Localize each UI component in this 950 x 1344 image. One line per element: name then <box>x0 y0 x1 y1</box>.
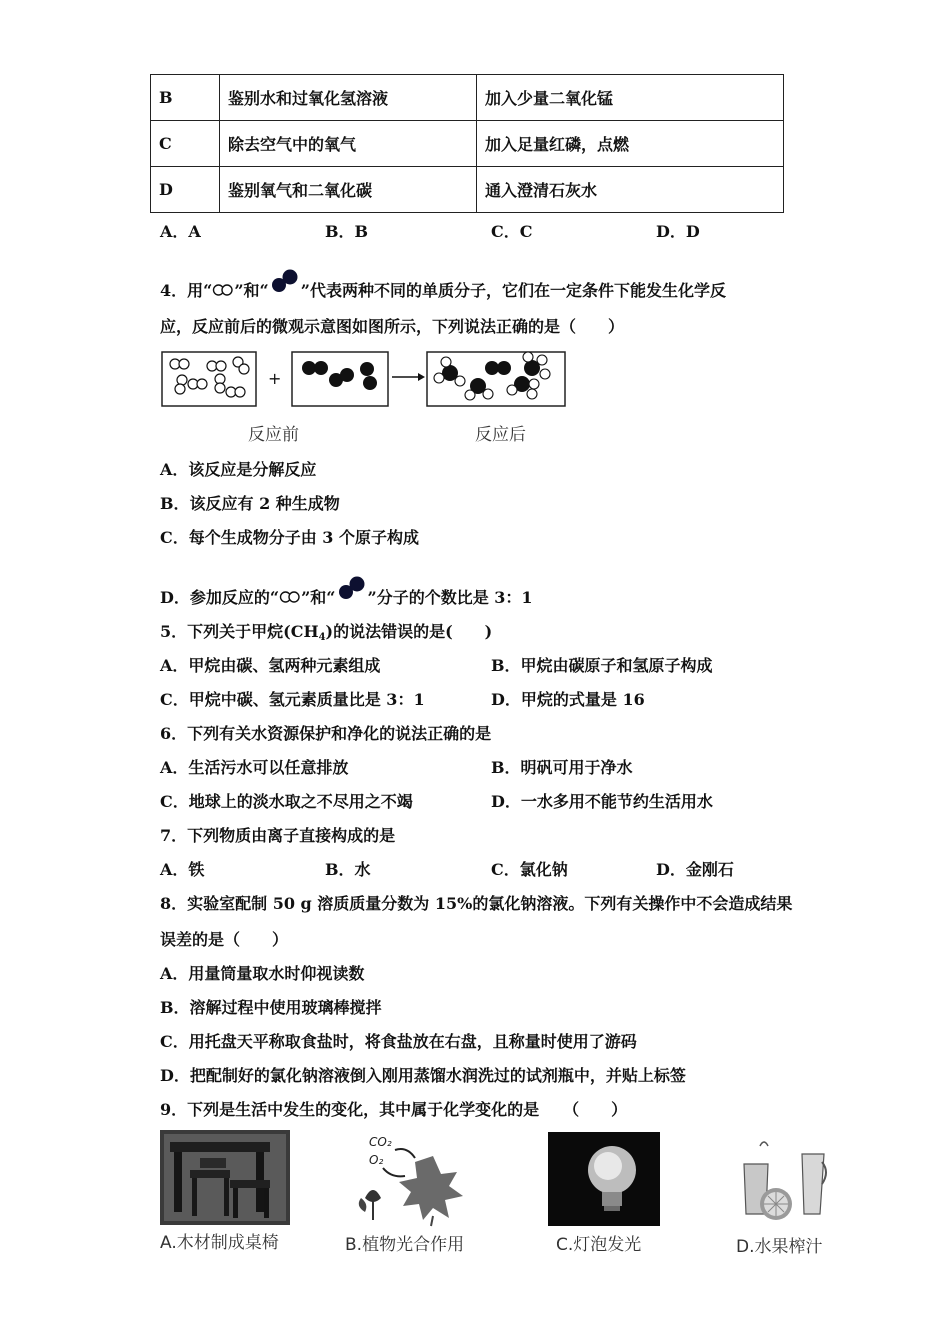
q8-stem-line2: 误差的是（ ） <box>160 930 289 949</box>
plus-sign: + <box>268 369 282 388</box>
q4-stem-line2: 应，反应前后的微观示意图如图所示，下列说法正确的是（ ） <box>160 317 625 336</box>
row-label: B <box>151 75 220 121</box>
q5-option-b: B．甲烷由碳原子和氢原子构成 <box>491 656 713 675</box>
q4-stem-b: ”和“ <box>234 281 269 300</box>
o2-label: O₂ <box>369 1153 384 1167</box>
q4-stem-line1 <box>160 268 726 301</box>
table-row <box>151 121 784 167</box>
black-molecule-icon <box>269 268 301 294</box>
q7-option-b: B．水 <box>325 860 371 879</box>
black-molecule-icon <box>336 575 368 601</box>
q9-caption-d: D.水果榨汁 <box>736 1237 823 1257</box>
row-label: C <box>151 121 220 167</box>
before-box-black <box>292 352 388 406</box>
fruit-juice-image <box>738 1136 830 1224</box>
q5-stem-a: 5．下列关于甲烷(CH <box>160 622 319 641</box>
table-row <box>151 167 784 213</box>
q6-option-d: D．一水多用不能节约生活用水 <box>491 792 713 811</box>
q7-stem: 7．下列物质由离子直接构成的是 <box>160 826 396 845</box>
white-molecule-icon <box>212 283 234 297</box>
reaction-diagram <box>160 348 570 410</box>
white-molecule-icon <box>279 590 301 604</box>
desk-chairs-image <box>160 1130 290 1225</box>
q4-option-b: B．该反应有 2 种生成物 <box>160 494 340 513</box>
q3-option-d: D．D <box>656 222 700 241</box>
q4-stem-a: 4．用“ <box>160 281 213 300</box>
q3-option-c: C．C <box>491 222 533 241</box>
q7-option-a: A．铁 <box>160 860 205 879</box>
q4-optd-a: D．参加反应的“ <box>160 588 280 607</box>
q9-caption-a: A.木材制成桌椅 <box>160 1233 279 1253</box>
q8-stem-line1: 8．实验室配制 50 g 溶质质量分数为 15%的氯化钠溶液。下列有关操作中不会造成结果 <box>160 894 793 913</box>
table-row <box>151 75 784 121</box>
q6-option-a: A．生活污水可以任意排放 <box>160 758 349 777</box>
q4-stem-c: ”代表两种不同的单质分子，它们在一定条件下能发生化学反 <box>300 281 726 300</box>
arrow <box>392 373 425 381</box>
after-box <box>427 352 565 406</box>
q4-option-c: C．每个生成物分子由 3 个原子构成 <box>160 528 420 547</box>
label-before: 反应前 <box>248 425 299 445</box>
row-item: 鉴别水和过氧化氢溶液 <box>220 75 477 121</box>
q9-caption-c: C.灯泡发光 <box>556 1235 642 1255</box>
before-box-white <box>162 352 256 406</box>
q3-option-a: A．A <box>160 222 201 241</box>
q6-option-c: C．地球上的淡水取之不尽用之不竭 <box>160 792 413 811</box>
q5-option-a: A．甲烷由碳、氢两种元素组成 <box>160 656 381 675</box>
q9-caption-b: B.植物光合作用 <box>345 1235 465 1255</box>
q6-option-b: B．明矾可用于净水 <box>491 758 633 777</box>
q8-option-a: A．用量筒量取水时仰视读数 <box>160 964 365 983</box>
q7-option-c: C．氯化钠 <box>491 860 568 879</box>
q8-option-b: B．溶解过程中使用玻璃棒搅拌 <box>160 998 382 1017</box>
label-after: 反应后 <box>475 425 526 445</box>
q4-optd-c: ”分子的个数比是 3：1 <box>367 588 533 607</box>
row-label: D <box>151 167 220 213</box>
q4-option-a: A．该反应是分解反应 <box>160 460 317 479</box>
q5-stem <box>160 622 492 648</box>
q8-option-d: D．把配制好的氯化钠溶液倒入刚用蒸馏水润洗过的试剂瓶中，并贴上标签 <box>160 1066 686 1085</box>
row-method: 加入足量红磷，点燃 <box>477 121 784 167</box>
q4-option-d <box>160 575 533 608</box>
light-bulb-image <box>548 1132 660 1226</box>
co2-label: CO₂ <box>369 1135 392 1149</box>
row-item: 鉴别氧气和二氧化碳 <box>220 167 477 213</box>
q5-stem-sub: 4 <box>318 632 326 643</box>
q8-option-c: C．用托盘天平称取食盐时，将食盐放在右盘，且称量时使用了游码 <box>160 1032 637 1051</box>
q3-option-b: B．B <box>325 222 369 241</box>
options-table <box>150 74 784 213</box>
q5-stem-b: )的说法错误的是( ) <box>325 622 493 641</box>
q5-option-c: C．甲烷中碳、氢元素质量比是 3：1 <box>160 690 425 709</box>
q4-optd-b: ”和“ <box>301 588 336 607</box>
q7-option-d: D．金刚石 <box>656 860 734 879</box>
q6-stem: 6．下列有关水资源保护和净化的说法正确的是 <box>160 724 492 743</box>
photosynthesis-image <box>345 1128 470 1228</box>
q9-stem: 9．下列是生活中发生的变化，其中属于化学变化的是 （ ） <box>160 1100 628 1119</box>
row-method: 加入少量二氧化锰 <box>477 75 784 121</box>
q5-option-d: D．甲烷的式量是 16 <box>491 690 645 709</box>
row-method: 通入澄清石灰水 <box>477 167 784 213</box>
row-item: 除去空气中的氧气 <box>220 121 477 167</box>
